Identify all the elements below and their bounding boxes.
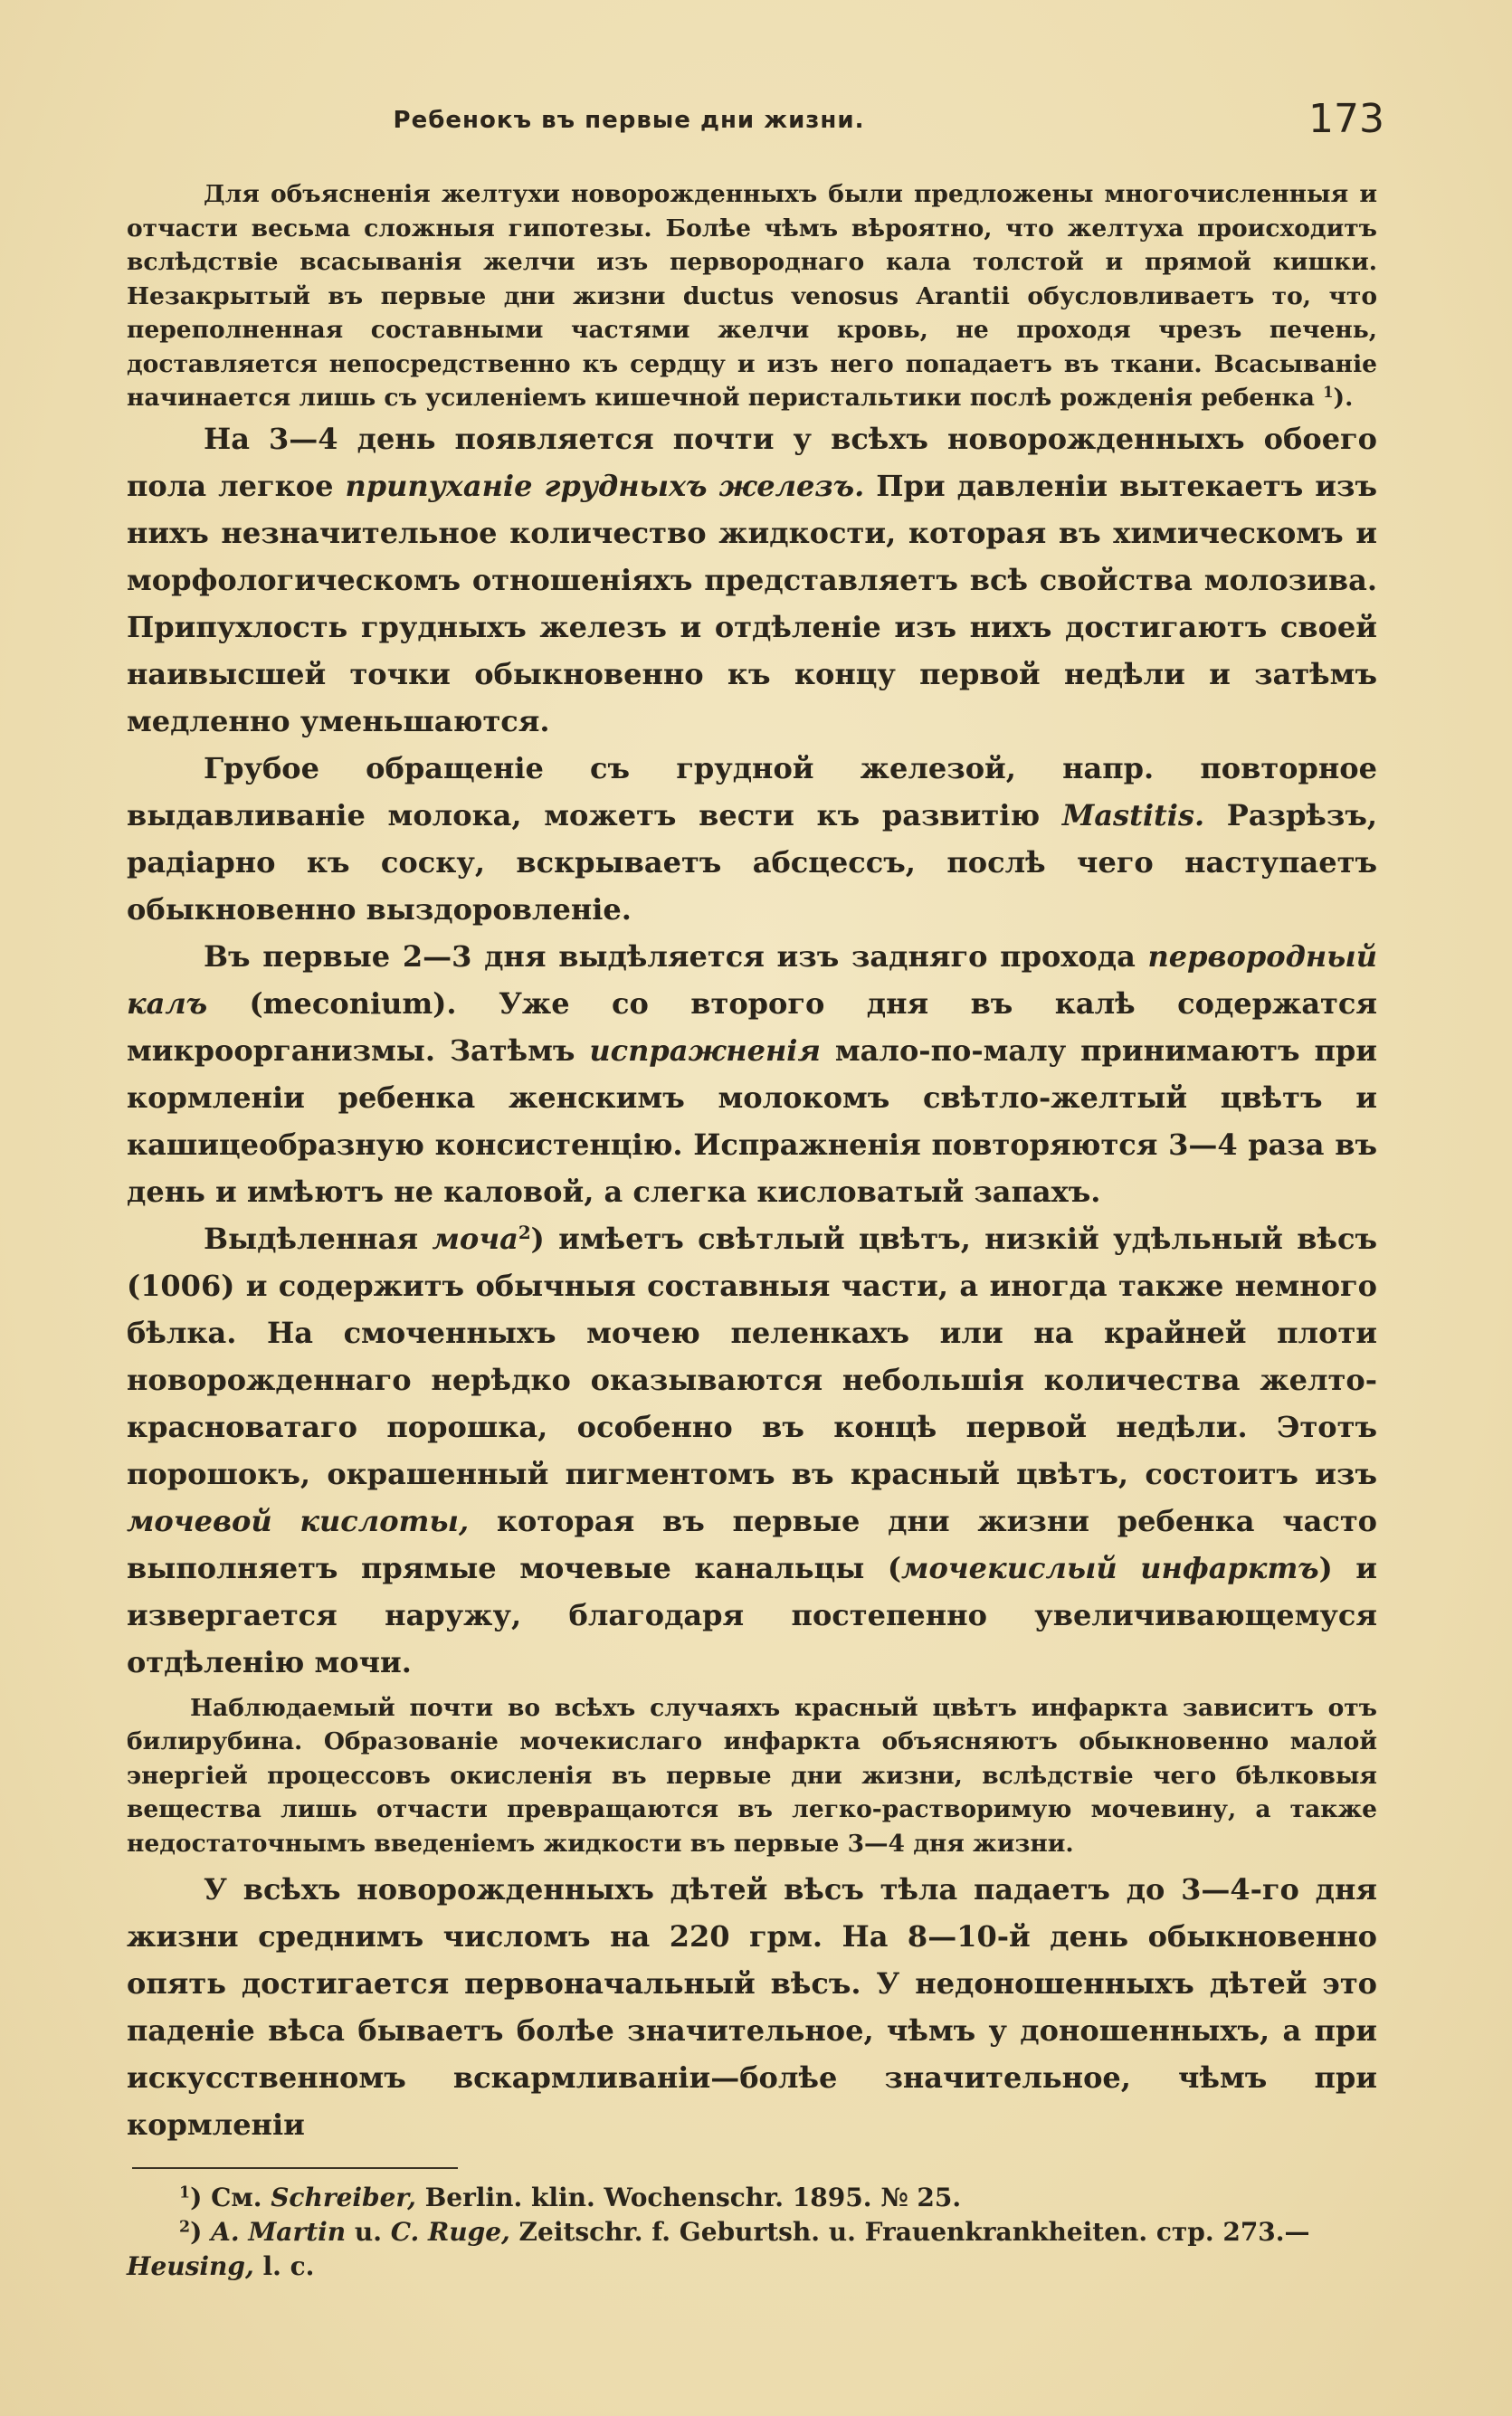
body-text: [127, 177, 1377, 2148]
page-header: [136, 94, 1384, 148]
footnotes: [127, 2181, 1377, 2284]
footnote-2: [127, 2215, 1377, 2284]
emphasis-term: испражненія: [589, 1032, 821, 1068]
paragraph-weight: У всѣхъ новорожденныхъ дѣтей вѣсъ тѣла падаетъ до 3—4-го дня жизни среднимъ числомъ на 220 грм. На 8—10-й день обыкновенно опять достигается первоначальный вѣсъ. У недоношенныхъ дѣтей это паденіе вѣса бываетъ болѣе значительное, чѣмъ у доношенныхъ, а при искусственномъ вскармливаніи—болѣе значительное, чѣмъ при кормленіи: [127, 1872, 1377, 2142]
page-number: 173: [1308, 96, 1384, 142]
footnote-text: Zeitschr. f. Geburtsh. u. Frauenkrankheiten. стр. 273.—: [509, 2217, 1310, 2247]
small-print-note: [127, 1691, 1377, 1861]
paragraph-text: мало-по-малу принимаютъ при кормленіи ребенка женскимъ молокомъ свѣтло-желтый цвѣтъ и кашицеобразную консистенцію. Испражненія повторяются 3—4 раза въ день и имѣютъ не каловой, а слегка кисловатый запахъ.: [127, 1032, 1378, 1209]
footnote-author: A. Martin: [211, 2217, 347, 2247]
footnote-text: ) См.: [190, 2183, 271, 2212]
paragraph-jaundice: [127, 177, 1377, 415]
emphasis-term: припуханіе грудныхъ железъ.: [345, 468, 865, 503]
emphasis-term: мочевой кислоты,: [127, 1503, 470, 1538]
paragraph-text: При давленіи вытекаетъ изъ нихъ незначительное количество жидкости, которая въ химическомъ и морфологическомъ отношеніяхъ представляетъ всѣ свойства молозива. Припухлость грудныхъ железъ и отдѣленіе изъ нихъ достигаютъ своей наивысшей точки обыкновенно къ концу первой недѣли и затѣмъ медленно уменьшаются.: [127, 468, 1378, 738]
paragraph-mastitis: [127, 745, 1377, 933]
emphasis-term: мочекислый инфарктъ: [901, 1550, 1319, 1585]
paragraph-urine: [127, 1215, 1377, 1686]
footnote-divider: [132, 2167, 458, 2169]
paragraph-text: которая въ первые дни жизни ребенка часто выполняетъ прямые мочевые канальцы (: [127, 1503, 1378, 1585]
footnote-ref: 2: [518, 1221, 531, 1243]
paragraph-meconium: [127, 933, 1377, 1215]
paragraph-text: ).: [1333, 384, 1354, 412]
emphasis-term: моча: [432, 1221, 518, 1256]
paragraph-text: ) имѣетъ свѣтлый цвѣтъ, низкій удѣльный вѣсъ (1006) и содержитъ обычныя составныя части, а иногда также немного бѣлка. На смоченныхъ мочею пеленкахъ или на крайней плоти новорожденнаго нерѣдко оказываются небольшія количества желто-красноватаго порошка, особенно въ концѣ первой недѣли. Этотъ порошокъ, окрашенный пигментомъ въ красный цвѣтъ, состоитъ изъ: [127, 1221, 1378, 1491]
paragraph-infarct-note: Наблюдаемый почти во всѣхъ случаяхъ красный цвѣтъ инфаркта зависитъ отъ билирубина. Образованіе мочекислаго инфаркта объясняютъ обыкновенно малой энергіей процессовъ окисленія въ первые дни жизни, вслѣдствіе чего бѣлковыя вещества лишь отчасти превращаются въ легко-растворимую мочевину, а также недостаточнымъ введеніемъ жидкости въ первые 3—4 дня жизни.: [127, 1693, 1377, 1858]
footnote-author: C. Ruge,: [390, 2217, 510, 2247]
main-print-block-2: [127, 1866, 1377, 2148]
footnote-author: Schreiber,: [271, 2183, 416, 2212]
footnote-mark: 1: [179, 2183, 191, 2202]
footnote-text: u.: [346, 2217, 391, 2247]
footnote-mark: 2: [179, 2218, 191, 2237]
paragraph-text: Въ первые 2—3 дня выдѣляется изъ задняго прохода: [204, 938, 1148, 974]
paragraph-text: Выдѣленная: [204, 1221, 433, 1256]
paragraph-text: ) и извергается наружу, благодаря постепенно увеличивающемуся отдѣленію мочи.: [127, 1550, 1377, 1679]
footnote-ref: 1: [1323, 383, 1334, 401]
running-head: Ребенокъ въ первые дни жизни.: [393, 107, 865, 134]
main-print-block: [127, 415, 1377, 1686]
emphasis-term: Mastitis.: [1061, 797, 1205, 832]
footnote-text: Berlin. klin. Wochenschr. 1895. № 25.: [415, 2183, 962, 2212]
small-print-block: [127, 177, 1377, 415]
footnote-text: ): [190, 2217, 212, 2247]
emphasis-term: первородный калъ: [127, 938, 1377, 1021]
paragraph-text: (meconium). Уже со второго дня въ калѣ содержатся микроорганизмы. Затѣмъ: [127, 985, 1377, 1068]
footnote-text: l. c.: [253, 2251, 315, 2281]
paragraph-text: Разрѣзъ, радіарно къ соску, вскрываетъ абсцессъ, послѣ чего наступаетъ обыкновенно выздоровленіе.: [127, 797, 1378, 927]
paragraph-text: Для объясненія желтухи новорожденныхъ были предложены многочисленныя и отчасти весьма сложныя гипотезы. Болѣе чѣмъ вѣроятно, что желтуха происходитъ вслѣдствіе всасыванія желчи изъ первороднаго кала толстой и прямой кишки. Незакрытый въ первые дни жизни ductus venosus Arantii обусловливаетъ то, что переполненная составными частями желчи кровь, не проходя чрезъ печень, доставляется непосредственно къ сердцу и изъ него попадаетъ въ ткани. Всасываніе начинается лишь съ усиленіемъ кишечной перистальтики послѣ рожденія ребенка: [127, 180, 1377, 412]
footnote-author: Heusing,: [127, 2251, 254, 2281]
paragraph-breast-swelling: [127, 415, 1377, 745]
footnote-1: [127, 2181, 1377, 2215]
paragraph-text: На 3—4 день появляется почти у всѣхъ новорожденныхъ обоего пола легкое: [127, 421, 1377, 503]
paragraph-text: Грубое обращеніе съ грудной железой, напр. повторное выдавливаніе молока, можетъ вести къ развитію: [127, 750, 1377, 832]
